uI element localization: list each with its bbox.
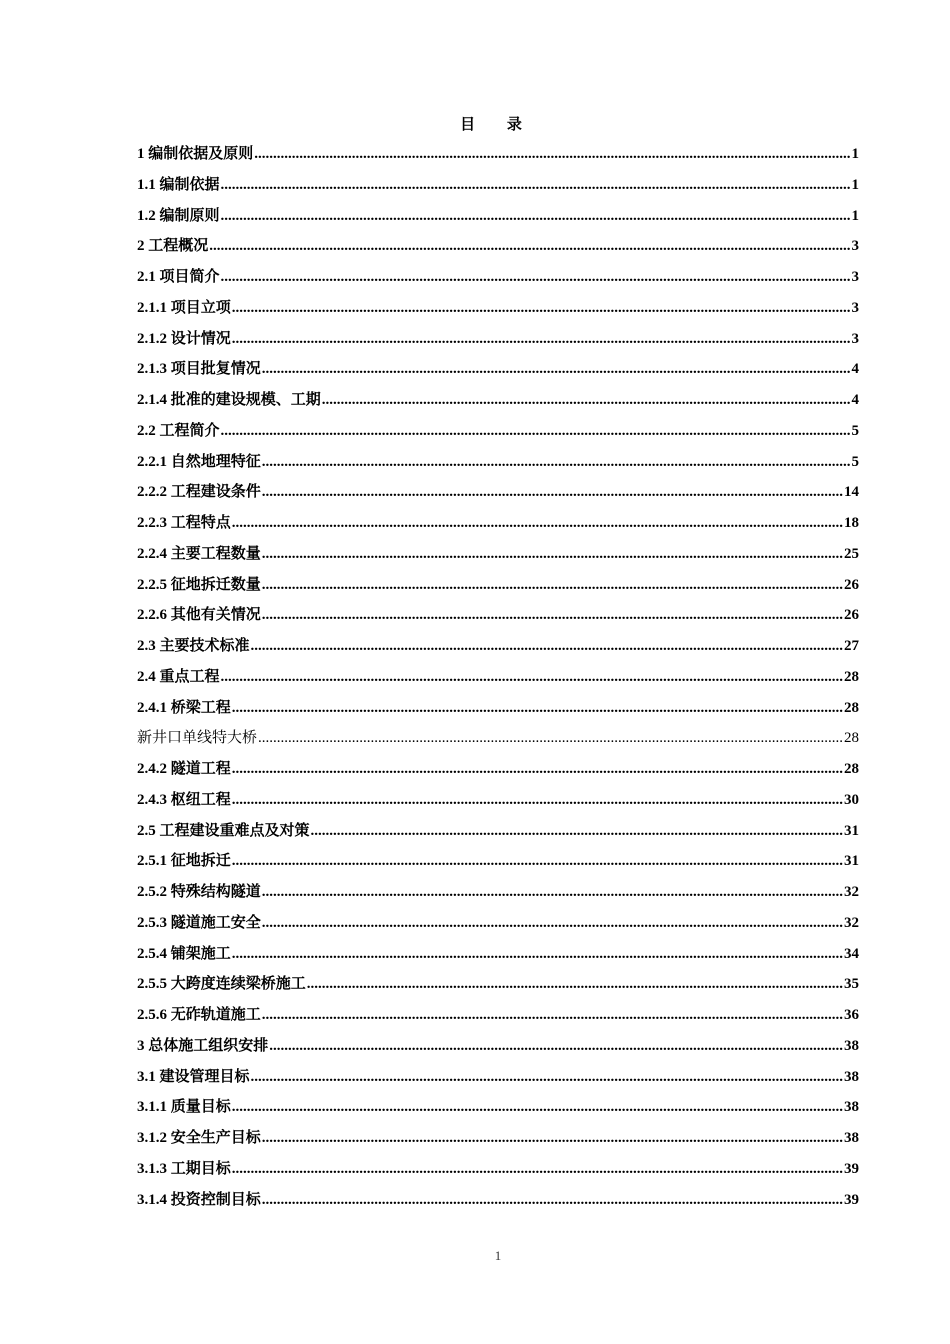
toc-entry-label: 2.1.1 项目立项 <box>137 299 231 316</box>
toc-entry[interactable] <box>137 631 859 662</box>
toc-entry[interactable] <box>137 1123 859 1154</box>
toc-dot-leader <box>232 293 851 324</box>
toc-entry-page: 27 <box>844 638 859 654</box>
toc-entry-label: 2.1 项目简介 <box>137 269 220 285</box>
toc-entry[interactable] <box>137 1154 859 1185</box>
toc-entry-label: 2.5 工程建设重难点及对策 <box>137 822 310 839</box>
toc-entry-page: 36 <box>844 1007 859 1023</box>
toc-entry-page: 14 <box>844 484 859 501</box>
toc-dot-leader <box>221 262 851 293</box>
toc-entry-label: 2.2.5 征地拆迁数量 <box>137 576 261 593</box>
toc-entry-page: 28 <box>844 730 859 747</box>
toc-entry-label: 3.1.1 质量目标 <box>137 1099 231 1116</box>
toc-entry-page: 1 <box>851 207 859 224</box>
toc-entry-page: 26 <box>844 607 859 624</box>
toc-dot-leader <box>251 631 843 662</box>
toc-entry[interactable] <box>137 201 859 232</box>
toc-entry-label: 2.2.6 其他有关情况 <box>137 607 261 624</box>
toc-entry-page: 3 <box>851 238 859 255</box>
toc-entry[interactable] <box>137 385 859 416</box>
toc-entry-label: 2 工程概况 <box>137 238 209 255</box>
toc-entry-label: 2.1.4 批准的建设规模、工期 <box>137 392 321 408</box>
toc-dot-leader <box>221 416 851 447</box>
toc-entry[interactable] <box>137 693 859 724</box>
toc-dot-leader <box>307 969 843 1000</box>
toc-entry-page: 38 <box>844 1068 859 1085</box>
toc-entry-page: 32 <box>844 884 859 900</box>
toc-entry-label: 2.5.6 无砟轨道施工 <box>137 1007 261 1023</box>
toc-entry-label: 2.4.2 隧道工程 <box>137 761 231 777</box>
toc-dot-leader <box>262 1185 843 1216</box>
toc-entry-page: 4 <box>851 392 859 408</box>
toc-entry[interactable] <box>137 1062 859 1093</box>
toc-entry[interactable] <box>137 477 859 508</box>
toc-dot-leader <box>262 447 851 478</box>
toc-entry[interactable] <box>137 662 859 693</box>
page-number: 1 <box>494 1248 502 1263</box>
toc-entry-page: 5 <box>851 422 859 439</box>
toc-dot-leader <box>262 600 843 631</box>
toc-entry-page: 32 <box>844 914 859 931</box>
toc-dot-leader <box>232 1154 843 1185</box>
toc-dot-leader <box>232 693 843 724</box>
toc-dot-leader <box>221 662 843 693</box>
toc-entry-page: 28 <box>844 699 859 716</box>
toc-dot-leader <box>262 1123 843 1154</box>
toc-entry[interactable] <box>137 939 859 970</box>
toc-entry[interactable] <box>137 447 859 478</box>
toc-dot-leader <box>262 477 843 508</box>
toc-entry-page: 28 <box>844 761 859 777</box>
toc-entry-label: 2.5.5 大跨度连续梁桥施工 <box>137 976 306 993</box>
toc-entry-label: 新井口单线特大桥 <box>137 730 258 747</box>
toc-entry-label: 3 总体施工组织安排 <box>137 1037 269 1054</box>
toc-entry[interactable] <box>137 969 859 1000</box>
toc-entry[interactable] <box>137 262 859 293</box>
toc-entry[interactable] <box>137 416 859 447</box>
toc-dot-leader <box>232 939 843 970</box>
toc-dot-leader <box>322 385 851 416</box>
toc-entry-label: 1.2 编制原则 <box>137 207 220 224</box>
toc-entry-page: 4 <box>851 361 859 378</box>
toc-entry[interactable] <box>137 354 859 385</box>
toc-entry[interactable] <box>137 723 859 754</box>
toc-dot-leader <box>251 1062 843 1093</box>
toc-entry-page: 38 <box>844 1037 859 1054</box>
toc-dot-leader <box>311 816 843 847</box>
toc-entry-label: 2.5.2 特殊结构隧道 <box>137 884 261 900</box>
toc-dot-leader <box>262 354 851 385</box>
toc-entry[interactable] <box>137 1092 859 1123</box>
table-of-contents <box>137 139 859 1215</box>
toc-entry-label: 2.4 重点工程 <box>137 668 220 685</box>
toc-entry[interactable] <box>137 231 859 262</box>
toc-entry-label: 1.1 编制依据 <box>137 176 220 193</box>
toc-entry-page: 39 <box>844 1191 859 1208</box>
toc-entry-page: 38 <box>844 1130 859 1146</box>
toc-entry-page: 39 <box>844 1160 859 1177</box>
toc-entry-label: 2.5.1 征地拆迁 <box>137 853 231 870</box>
toc-entry-page: 3 <box>851 299 859 316</box>
toc-entry-label: 2.4.3 枢纽工程 <box>137 791 231 808</box>
toc-entry-label: 2.2.1 自然地理特征 <box>137 453 261 470</box>
toc-entry[interactable] <box>137 539 859 570</box>
toc-dot-leader <box>254 139 850 170</box>
toc-entry-label: 3.1.2 安全生产目标 <box>137 1130 261 1146</box>
toc-entry[interactable] <box>137 170 859 201</box>
toc-entry-page: 3 <box>851 330 859 347</box>
toc-entry[interactable] <box>137 293 859 324</box>
toc-entry[interactable] <box>137 508 859 539</box>
toc-dot-leader <box>209 231 850 262</box>
toc-entry-page: 38 <box>844 1099 859 1116</box>
toc-title: 目 录 <box>460 117 536 133</box>
toc-entry[interactable] <box>137 600 859 631</box>
toc-dot-leader <box>262 539 843 570</box>
toc-entry-page: 5 <box>851 453 859 470</box>
toc-entry-label: 3.1 建设管理目标 <box>137 1068 250 1085</box>
toc-entry[interactable] <box>137 846 859 877</box>
toc-dot-leader <box>262 570 843 601</box>
toc-dot-leader <box>232 324 851 355</box>
toc-entry[interactable] <box>137 877 859 908</box>
toc-entry-label: 2.5.4 铺架施工 <box>137 945 231 962</box>
toc-entry-label: 2.2.3 工程特点 <box>137 515 231 531</box>
toc-entry-label: 2.4.1 桥梁工程 <box>137 699 231 716</box>
toc-entry-label: 2.2.2 工程建设条件 <box>137 484 261 501</box>
toc-entry-label: 2.2.4 主要工程数量 <box>137 545 261 562</box>
toc-entry-page: 28 <box>844 668 859 685</box>
toc-entry[interactable] <box>137 570 859 601</box>
toc-entry-label: 2.3 主要技术标准 <box>137 638 250 654</box>
toc-dot-leader <box>232 508 843 539</box>
toc-entry-label: 2.1.3 项目批复情况 <box>137 361 261 378</box>
toc-entry-label: 2.1.2 设计情况 <box>137 330 231 347</box>
toc-entry-page: 31 <box>844 853 859 870</box>
toc-entry-page: 1 <box>851 146 859 162</box>
toc-entry-page: 35 <box>844 976 859 993</box>
toc-dot-leader <box>221 170 851 201</box>
toc-entry-page: 18 <box>844 515 859 531</box>
toc-entry[interactable] <box>137 1185 859 1216</box>
toc-entry[interactable] <box>137 1031 859 1062</box>
toc-entry-page: 26 <box>844 576 859 593</box>
toc-dot-leader <box>221 201 851 232</box>
toc-dot-leader <box>232 754 843 785</box>
toc-entry-page: 30 <box>844 791 859 808</box>
toc-entry[interactable] <box>137 1000 859 1031</box>
toc-entry-page: 25 <box>844 545 859 562</box>
toc-dot-leader <box>232 1092 843 1123</box>
toc-dot-leader <box>262 908 843 939</box>
toc-dot-leader <box>269 1031 843 1062</box>
toc-entry-page: 3 <box>851 269 859 285</box>
toc-entry-label: 2.2 工程简介 <box>137 422 220 439</box>
toc-entry[interactable] <box>137 908 859 939</box>
toc-dot-leader <box>258 723 843 754</box>
toc-entry[interactable] <box>137 324 859 355</box>
toc-dot-leader <box>232 785 843 816</box>
toc-entry[interactable] <box>137 139 859 170</box>
toc-entry-page: 1 <box>851 176 859 193</box>
toc-entry-label: 3.1.3 工期目标 <box>137 1160 231 1177</box>
toc-dot-leader <box>262 1000 843 1031</box>
toc-entry-label: 2.5.3 隧道施工安全 <box>137 914 261 931</box>
toc-entry-page: 34 <box>844 945 859 962</box>
toc-entry-label: 1 编制依据及原则 <box>137 146 254 162</box>
toc-entry-label: 3.1.4 投资控制目标 <box>137 1191 261 1208</box>
toc-entry[interactable] <box>137 785 859 816</box>
toc-dot-leader <box>262 877 843 908</box>
toc-dot-leader <box>232 846 843 877</box>
toc-entry[interactable] <box>137 754 859 785</box>
toc-entry-page: 31 <box>844 822 859 839</box>
toc-entry[interactable] <box>137 816 859 847</box>
